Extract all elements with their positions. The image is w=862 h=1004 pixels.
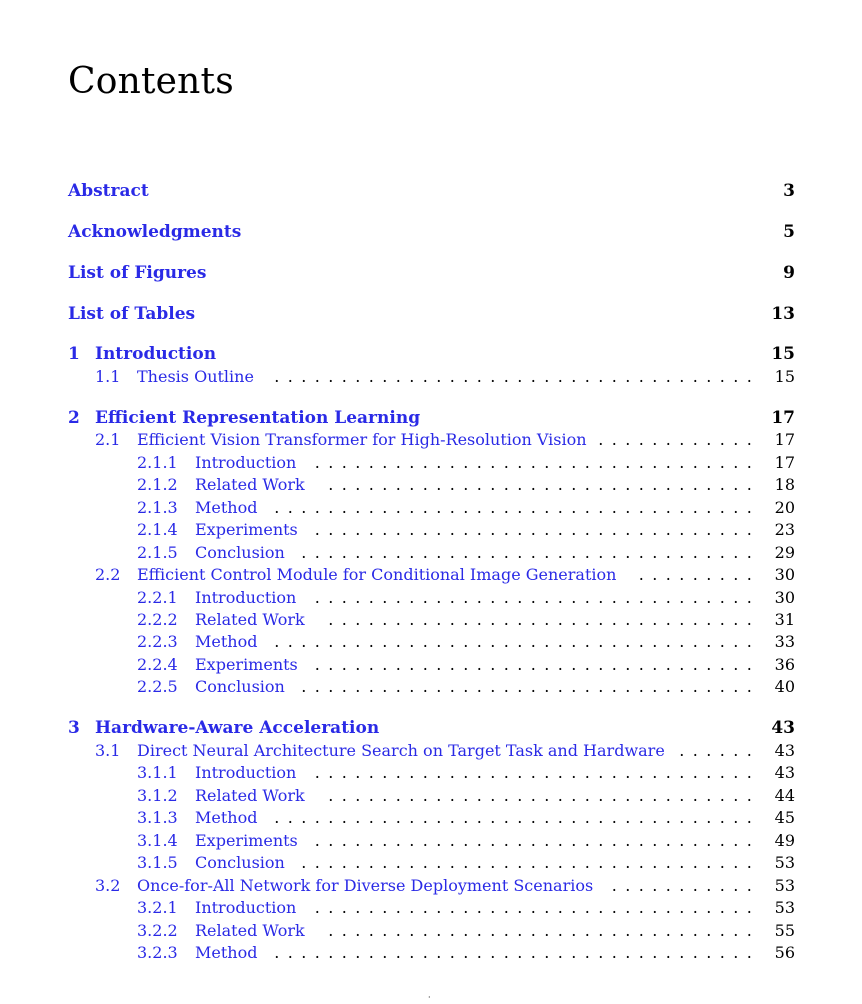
toc-entry-number: 2.1.3 — [137, 498, 178, 517]
toc-entry[interactable] — [0, 807, 862, 829]
toc-entry-page-number[interactable]: 30 — [774, 588, 795, 607]
toc-entry-page-number[interactable]: 17 — [771, 408, 795, 428]
toc-dot-leader: . . . . . . . . . . . . . . . . . . . . . . . . . . . . . . . . . . . . — [274, 943, 752, 962]
toc-entry[interactable] — [0, 740, 862, 762]
toc-dot-leader: . . . . . . . . . . . . . . . . . . . . . . . . . . . . . . . . . . . . — [274, 808, 752, 827]
toc-entry-page-number[interactable]: 33 — [774, 632, 795, 651]
toc-entry-number: 3.1.1 — [137, 763, 178, 782]
toc-entry-page-number[interactable]: 40 — [774, 677, 795, 696]
toc-dot-leader: . . . . . . . . . . . . . . . . . . . . . . . . . . . . . . . . . — [314, 588, 752, 607]
toc-dot-leader: . . . . . . . . . . . . . . . . . . . . . . . . . . . . . . . . — [328, 921, 752, 940]
toc-entry-title[interactable]: Introduction — [195, 453, 297, 472]
toc-dot-leader: . . . . . . . . . . . . — [598, 430, 752, 449]
toc-entry[interactable] — [0, 519, 862, 541]
toc-dot-leader: . . . . . . . . . . . . . . . . . . . . . . . . . . . . . . . . . — [314, 453, 752, 472]
toc-dot-leader: . . . . . . . . . . . . . . . . . . . . . . . . . . . . . . . . . — [314, 655, 752, 674]
toc-entry[interactable] — [0, 262, 862, 284]
toc-entry-title[interactable]: List of Figures — [68, 263, 207, 283]
toc-entry-number: 2.1.4 — [137, 520, 178, 539]
toc-entry-title[interactable]: Method — [195, 632, 258, 651]
toc-entry-page-number[interactable]: 53 — [774, 853, 795, 872]
toc-entry-page-number[interactable]: 31 — [774, 610, 795, 629]
toc-dot-leader: . . . . . . . . . . . — [611, 876, 752, 895]
toc-entry[interactable] — [0, 474, 862, 496]
toc-entry-number: 2.2.3 — [137, 632, 178, 651]
toc-entry-page-number[interactable]: 43 — [771, 718, 795, 738]
toc-entry-page-number[interactable]: 53 — [774, 898, 795, 917]
toc-entry-page-number[interactable]: 18 — [774, 475, 795, 494]
toc-entry-page-number[interactable]: 9 — [783, 263, 795, 283]
toc-entry-title[interactable]: Introduction — [95, 344, 217, 364]
toc-entry-title[interactable]: Once-for-All Network for Diverse Deployment Scenarios — [137, 876, 594, 895]
toc-entry-page-number[interactable]: 17 — [774, 453, 795, 472]
toc-entry-title[interactable]: Direct Neural Architecture Search on Target Task and Hardware — [137, 741, 665, 760]
toc-entry[interactable] — [0, 830, 862, 852]
toc-dot-leader: . . . . . . . . . . . . . . . . . . . . . . . . . . . . . . . . — [328, 610, 752, 629]
toc-dot-leader: . . . . . . . . . . . . . . . . . . . . . . . . . . . . . . . . . . . . — [274, 367, 752, 386]
toc-entry-page-number[interactable]: 45 — [774, 808, 795, 827]
toc-entry-page-number[interactable]: 43 — [774, 741, 795, 760]
toc-entry-title[interactable]: Introduction — [195, 898, 297, 917]
toc-entry-title[interactable]: Thesis Outline — [137, 367, 254, 386]
toc-entry-page-number[interactable]: 29 — [774, 543, 795, 562]
toc-entry-page-number[interactable]: 20 — [774, 498, 795, 517]
toc-dot-leader: . . . . . . . . . . . . . . . . . . . . . . . . . . . . . . . . . — [314, 831, 752, 850]
toc-entry-number: 2.1.1 — [137, 453, 178, 472]
toc-entry-number: 3.1.3 — [137, 808, 178, 827]
toc-entry-page-number[interactable]: 5 — [783, 222, 795, 242]
toc-dot-leader: . . . . . . . . . . . . . . . . . . . . . . . . . . . . . . . . — [328, 786, 752, 805]
toc-dot-leader: . . . . . . . . . . . . . . . . . . . . . . . . . . . . . . . . . — [314, 763, 752, 782]
toc-entry-number: 2.1 — [95, 430, 121, 449]
toc-entry-title[interactable]: Related Work — [195, 610, 305, 629]
toc-entry[interactable] — [0, 897, 862, 919]
toc-entry[interactable] — [0, 542, 862, 564]
toc-entry[interactable] — [0, 180, 862, 202]
toc-entry-number: 2.2.2 — [137, 610, 178, 629]
toc-entry-number: 3.1.2 — [137, 786, 178, 805]
toc-entry[interactable] — [0, 717, 862, 739]
toc-entry-page-number[interactable]: 55 — [774, 921, 795, 940]
toc-entry[interactable] — [0, 343, 862, 365]
toc-entry-title[interactable]: Abstract — [68, 181, 149, 201]
toc-entry-title[interactable]: Hardware-Aware Acceleration — [95, 718, 380, 738]
toc-entry-number: 3.2 — [95, 876, 121, 895]
toc-dot-leader: . . . . . . . . . . . . . . . . . . . . . . . . . . . . . . . . . — [314, 520, 752, 539]
toc-entry-title[interactable]: Related Work — [195, 786, 305, 805]
page-footer-mark: · — [428, 993, 431, 1002]
toc-entry-title[interactable]: List of Tables — [68, 304, 196, 324]
toc-entry[interactable] — [0, 407, 862, 429]
toc-entry-number: 3.1 — [95, 741, 121, 760]
toc-entry-page-number[interactable]: 15 — [771, 344, 795, 364]
toc-entry[interactable] — [0, 654, 862, 676]
toc-entry-number: 2.2.5 — [137, 677, 178, 696]
toc-entry[interactable] — [0, 762, 862, 784]
toc-entry-page-number[interactable]: 13 — [771, 304, 795, 324]
toc-dot-leader: . . . . . . . . . . . . . . . . . . . . . . . . . . . . . . . . . . — [301, 677, 752, 696]
toc-entry-title[interactable]: Method — [195, 943, 258, 962]
toc-entry-title[interactable]: Conclusion — [195, 677, 285, 696]
toc-entry-number: 2.1.5 — [137, 543, 178, 562]
toc-entry[interactable] — [0, 676, 862, 698]
toc-entry-number: 2.2 — [95, 565, 121, 584]
toc-entry[interactable] — [0, 920, 862, 942]
toc-entry[interactable] — [0, 221, 862, 243]
toc-entry-page-number[interactable]: 36 — [774, 655, 795, 674]
page-title: Contents — [68, 61, 234, 102]
toc-entry-page-number[interactable]: 56 — [774, 943, 795, 962]
toc-entry[interactable] — [0, 785, 862, 807]
toc-entry-number: 3.2.2 — [137, 921, 178, 940]
toc-entry-title[interactable]: Efficient Representation Learning — [95, 408, 421, 428]
toc-entry-page-number[interactable]: 44 — [774, 786, 795, 805]
toc-entry-title[interactable]: Introduction — [195, 588, 297, 607]
toc-entry[interactable] — [0, 587, 862, 609]
toc-dot-leader: . . . . . . . . . . . . . . . . . . . . . . . . . . . . . . . . — [328, 475, 752, 494]
toc-entry[interactable] — [0, 609, 862, 631]
toc-dot-leader: . . . . . . . . . . . . . . . . . . . . . . . . . . . . . . . . . . — [301, 853, 752, 872]
toc-dot-leader: . . . . . . . . . — [638, 565, 752, 584]
toc-entry-title[interactable]: Related Work — [195, 921, 305, 940]
toc-entry-page-number[interactable]: 23 — [774, 520, 795, 539]
toc-entry[interactable] — [0, 366, 862, 388]
toc-entry-page-number[interactable]: 15 — [774, 367, 795, 386]
toc-entry-number: 3.2.3 — [137, 943, 178, 962]
toc-entry-title[interactable]: Efficient Vision Transformer for High-Resolution Vision — [137, 430, 587, 449]
toc-entry-title[interactable]: Experiments — [195, 655, 298, 674]
toc-entry-number: 3.2.1 — [137, 898, 178, 917]
toc-entry[interactable] — [0, 497, 862, 519]
toc-entry-title[interactable]: Conclusion — [195, 543, 285, 562]
toc-entry-title[interactable]: Efficient Control Module for Conditional Image Generation — [137, 565, 617, 584]
toc-entry-title[interactable]: Experiments — [195, 520, 298, 539]
toc-entry-title[interactable]: Experiments — [195, 831, 298, 850]
toc-entry-number: 3.1.5 — [137, 853, 178, 872]
toc-entry[interactable] — [0, 452, 862, 474]
toc-entry-page-number[interactable]: 17 — [774, 430, 795, 449]
toc-entry-number: 2.2.1 — [137, 588, 178, 607]
toc-entry[interactable] — [0, 564, 862, 586]
toc-entry[interactable] — [0, 429, 862, 451]
toc-dot-leader: . . . . . . . . . . . . . . . . . . . . . . . . . . . . . . . . . . . . — [274, 498, 752, 517]
toc-entry-title[interactable]: Introduction — [195, 763, 297, 782]
toc-entry-title[interactable]: Related Work — [195, 475, 305, 494]
toc-entry-page-number[interactable]: 3 — [783, 181, 795, 201]
toc-entry-page-number[interactable]: 49 — [774, 831, 795, 850]
toc-entry-number: 3.1.4 — [137, 831, 178, 850]
toc-entry-title[interactable]: Conclusion — [195, 853, 285, 872]
toc-entry-page-number[interactable]: 43 — [774, 763, 795, 782]
toc-entry-number: 2.2.4 — [137, 655, 178, 674]
toc-dot-leader: . . . . . . . . . . . . . . . . . . . . . . . . . . . . . . . . . . . . — [274, 632, 752, 651]
toc-entry-number: 1.1 — [95, 367, 121, 386]
toc-dot-leader: . . . . . . — [679, 741, 752, 760]
toc-entry[interactable] — [0, 875, 862, 897]
toc-dot-leader: . . . . . . . . . . . . . . . . . . . . . . . . . . . . . . . . . — [314, 898, 752, 917]
toc-entry-page-number[interactable]: 30 — [774, 565, 795, 584]
toc-entry-title[interactable]: Acknowledgments — [68, 222, 242, 242]
toc-entry[interactable] — [0, 852, 862, 874]
toc-entry-number: 2.1.2 — [137, 475, 178, 494]
toc-entry-number: 3 — [68, 718, 80, 738]
toc-entry-title[interactable]: Method — [195, 808, 258, 827]
toc-dot-leader: . . . . . . . . . . . . . . . . . . . . . . . . . . . . . . . . . . — [301, 543, 752, 562]
toc-entry-page-number[interactable]: 53 — [774, 876, 795, 895]
toc-entry-title[interactable]: Method — [195, 498, 258, 517]
toc-entry[interactable] — [0, 942, 862, 964]
toc-entry[interactable] — [0, 631, 862, 653]
toc-entry[interactable] — [0, 303, 862, 325]
toc-entry-number: 2 — [68, 408, 80, 428]
toc-entry-number: 1 — [68, 344, 80, 364]
